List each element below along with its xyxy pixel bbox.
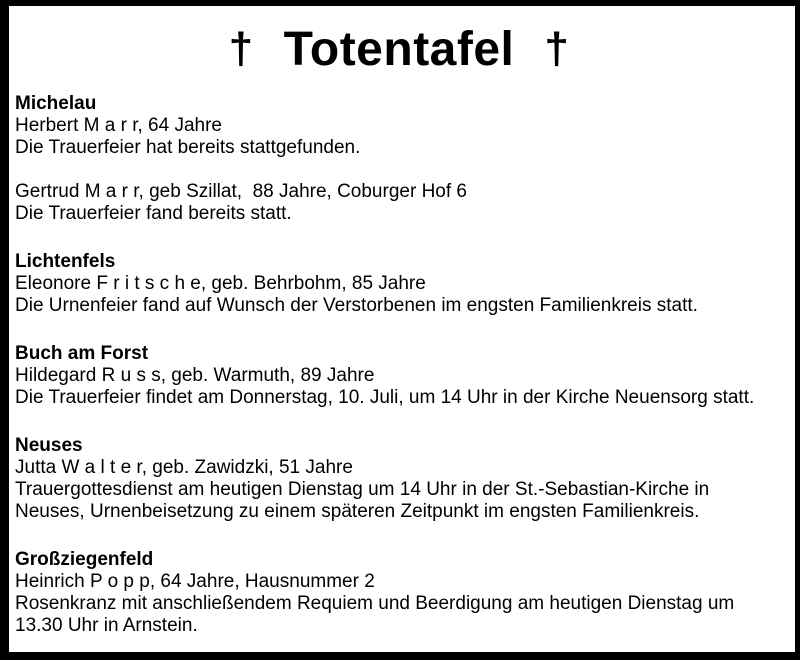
deceased-name-line: Herbert M a r r, 64 Jahre (15, 114, 222, 136)
town-heading: Neuses (15, 434, 83, 456)
death-entry (15, 571, 783, 637)
deceased-name-line: Jutta W a l t e r, geb. Zawidzki, 51 Jahre (15, 456, 353, 478)
section-buch-am-forst (15, 343, 783, 409)
deceased-name-line: Gertrud M a r r, geb Szillat, 88 Jahre, Coburger Hof 6 (15, 180, 467, 202)
deceased-name-line: Heinrich P o p p, 64 Jahre, Hausnummer 2 (15, 570, 375, 592)
entry-detail-line: Die Trauerfeier fand bereits statt. (15, 202, 292, 224)
deceased-name-line: Eleonore F r i t s c h e, geb. Behrbohm, 85 Jahre (15, 272, 426, 294)
dagger-right-icon: † (544, 24, 570, 74)
section-grossziegenfeld (15, 549, 783, 637)
death-entry (15, 115, 783, 159)
section-neuses (15, 435, 783, 523)
dagger-left-icon: † (228, 24, 254, 74)
entry-detail-line: Die Urnenfeier fand auf Wunsch der Verstorbenen im engsten Familienkreis statt. (15, 294, 698, 316)
death-entry (15, 273, 783, 317)
section-michelau (15, 93, 783, 225)
page-title (15, 24, 783, 76)
death-entry (15, 457, 783, 523)
deceased-name-line: Hildegard R u s s, geb. Warmuth, 89 Jahre (15, 364, 375, 386)
town-heading: Michelau (15, 92, 97, 114)
entry-detail-line: Die Trauerfeier findet am Donnerstag, 10. Juli, um 14 Uhr in der Kirche Neuensorg statt. (15, 386, 755, 408)
page-title-text: Totentafel (283, 23, 515, 76)
entry-detail-line: Trauergottesdienst am heutigen Dienstag um 14 Uhr in der St.-Sebastian-Kirche in (15, 478, 710, 500)
entry-detail-line: Die Trauerfeier hat bereits stattgefunden. (15, 136, 361, 158)
entry-detail-line: Neuses, Urnenbeisetzung zu einem späteren Zeitpunkt im engsten Familienkreis. (15, 500, 700, 522)
town-heading: Großziegenfeld (15, 548, 154, 570)
totentafel-page (9, 24, 795, 637)
death-entry (15, 181, 783, 225)
entry-detail-line: Rosenkranz mit anschließendem Requiem und Beerdigung am heutigen Dienstag um (15, 592, 735, 614)
entry-detail-line: 13.30 Uhr in Arnstein. (15, 614, 198, 636)
section-lichtenfels (15, 251, 783, 317)
death-entry (15, 365, 783, 409)
town-heading: Lichtenfels (15, 250, 116, 272)
town-heading: Buch am Forst (15, 342, 149, 364)
